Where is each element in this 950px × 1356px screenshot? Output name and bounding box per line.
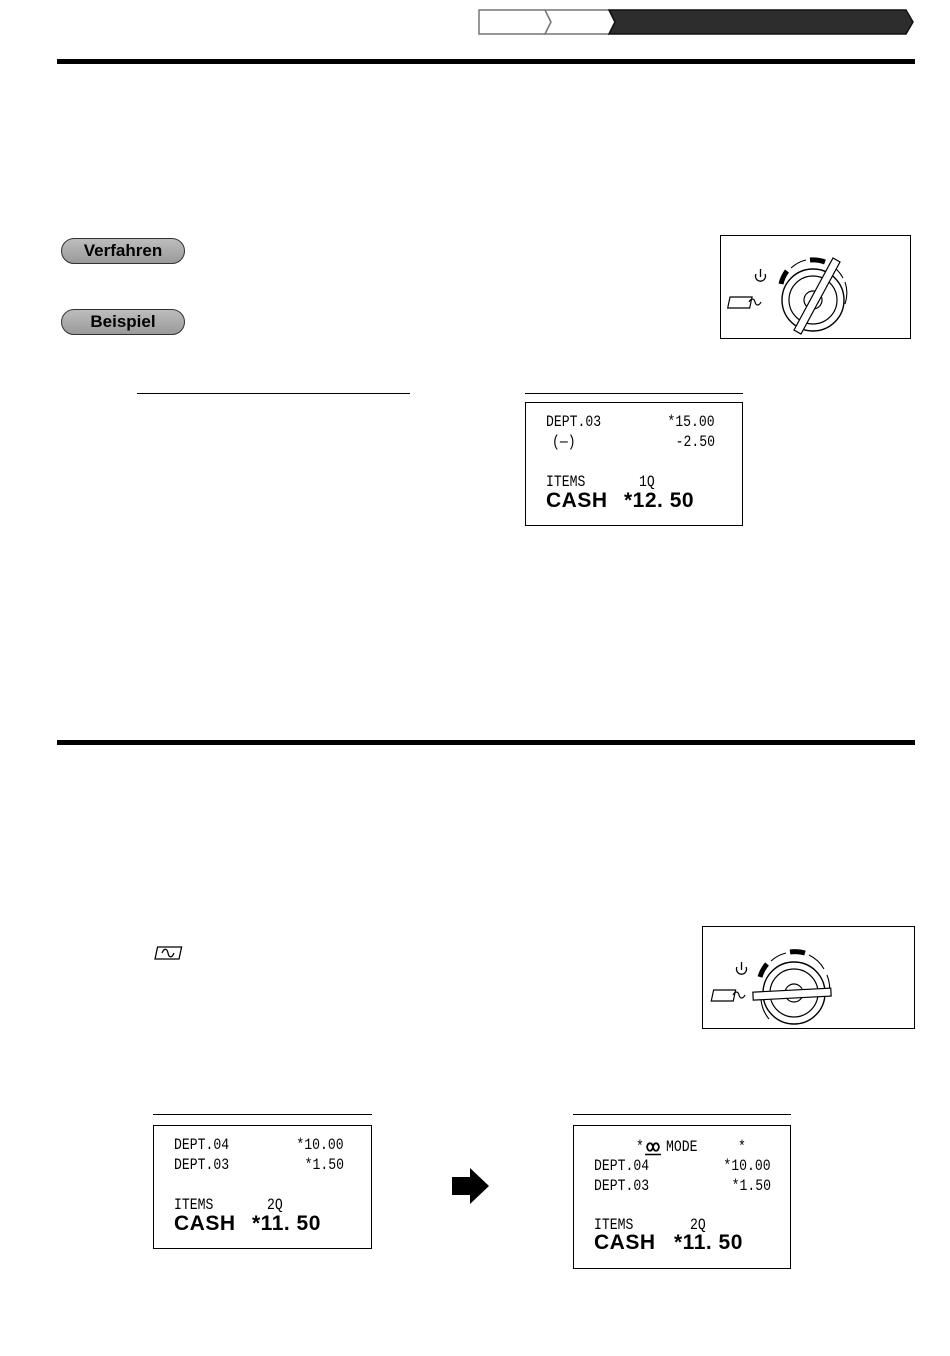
mode-key-switch-diagram-2 bbox=[702, 926, 915, 1029]
breadcrumb-tab-active bbox=[609, 10, 913, 34]
receipt-mode-star-right: * bbox=[738, 1138, 746, 1156]
manager-mode-icon-2 bbox=[711, 990, 745, 1001]
receipt-printout-3 bbox=[573, 1125, 791, 1269]
section-rule-top bbox=[57, 59, 915, 64]
receipt-2-heading-line bbox=[153, 1114, 372, 1115]
receipt-dept2-value: *1.50 bbox=[304, 1156, 344, 1174]
receipt-items-value: 1Q bbox=[639, 473, 655, 491]
power-icon bbox=[756, 269, 766, 281]
receipt-dept-value: *15.00 bbox=[667, 413, 715, 431]
right-arrow-icon bbox=[452, 1168, 490, 1204]
receipt-dept2-label: DEPT.03 bbox=[174, 1156, 230, 1174]
receipt-dept2-label: DEPT.03 bbox=[594, 1177, 650, 1195]
receipt-cash-label: CASH bbox=[546, 489, 608, 512]
receipt-cash-value: *12. 50 bbox=[624, 489, 695, 512]
receipt-items-value: 2Q bbox=[690, 1216, 706, 1234]
receipt-printout-1 bbox=[525, 402, 743, 526]
manager-mode-receipt-icon bbox=[645, 1139, 661, 1156]
verfahren-badge: Verfahren bbox=[61, 238, 185, 264]
receipt-mode-star-left: * bbox=[636, 1138, 644, 1156]
breadcrumb-tab-1 bbox=[479, 10, 551, 34]
receipt-cash-value: *11. 50 bbox=[252, 1212, 321, 1235]
breadcrumb-tabs bbox=[478, 8, 914, 36]
receipt-printout-2 bbox=[153, 1125, 372, 1249]
receipt-items-label: ITEMS bbox=[594, 1216, 634, 1234]
receipt-cash-value: *11. 50 bbox=[674, 1231, 743, 1254]
example-input-heading-line bbox=[137, 393, 410, 394]
receipt-cash-label: CASH bbox=[594, 1231, 656, 1254]
power-icon-2 bbox=[737, 962, 747, 974]
receipt-mode-label: MODE bbox=[666, 1138, 698, 1156]
receipt-dept1-label: DEPT.04 bbox=[174, 1136, 230, 1154]
receipt-dept-label: DEPT.03 bbox=[546, 413, 602, 431]
receipt-dept1-label: DEPT.04 bbox=[594, 1157, 650, 1175]
receipt-cash-label: CASH bbox=[174, 1212, 236, 1235]
mode-key-switch-diagram bbox=[720, 235, 911, 339]
mode-key-dial-icon-2 bbox=[703, 927, 914, 1028]
receipt-items-label: ITEMS bbox=[174, 1196, 214, 1214]
receipt-dept1-value: *10.00 bbox=[296, 1136, 344, 1154]
manager-mode-inline-icon bbox=[153, 945, 183, 961]
receipt-dept1-value: *10.00 bbox=[723, 1157, 771, 1175]
breadcrumb-tab-2 bbox=[545, 10, 615, 34]
receipt-items-label: ITEMS bbox=[546, 473, 586, 491]
receipt-discount-label: (—) bbox=[552, 433, 576, 451]
receipt-3-heading-line bbox=[573, 1114, 791, 1115]
receipt-discount-value: -2.50 bbox=[675, 433, 715, 451]
mode-key-dial-icon bbox=[721, 236, 910, 338]
section-rule-middle bbox=[57, 740, 915, 745]
beispiel-badge: Beispiel bbox=[61, 309, 185, 335]
receipt-items-value: 2Q bbox=[267, 1196, 283, 1214]
receipt-dept2-value: *1.50 bbox=[731, 1177, 771, 1195]
manager-mode-icon bbox=[728, 297, 761, 308]
example-print-heading-line bbox=[525, 393, 743, 394]
